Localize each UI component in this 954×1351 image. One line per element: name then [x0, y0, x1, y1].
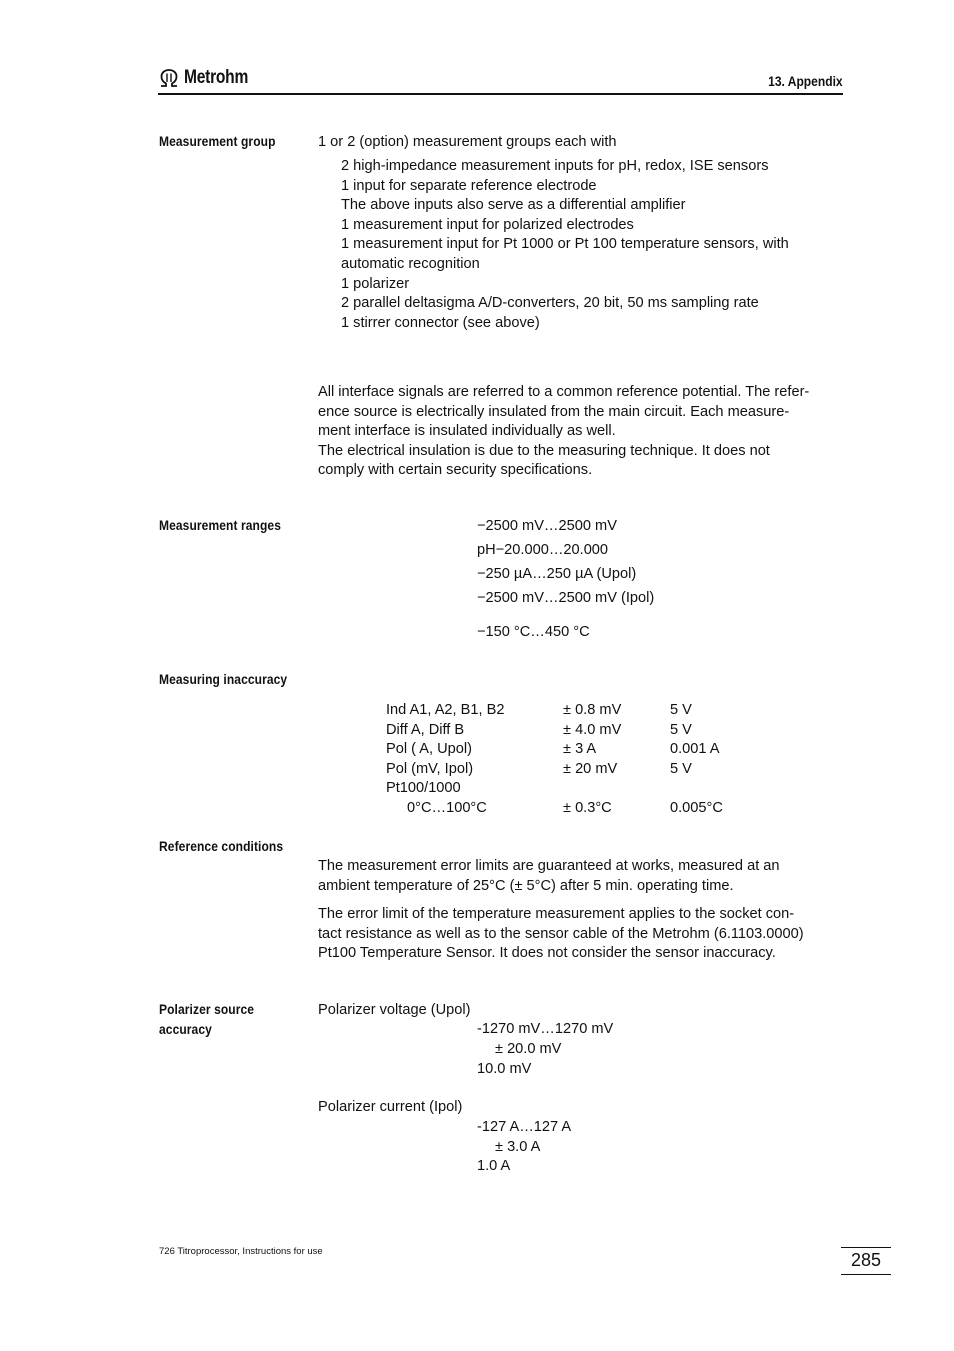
list-item: The above inputs also serve as a differential amplifier — [341, 197, 686, 214]
logo-text: Metrohm — [184, 67, 249, 88]
row-value: ± 3 A — [563, 741, 597, 757]
polarizer-voltage-title: Polarizer voltage (Upol) — [318, 1002, 471, 1018]
paragraph-line: All interface signals are referred to a common reference potential. The refer- — [318, 384, 810, 400]
row-value: ± 0.3°C — [563, 800, 612, 816]
row-value: ± 20 mV — [563, 761, 618, 777]
paragraph-line: tact resistance as well as to the sensor cable of the Metrohm (6.1103.0000) — [318, 925, 804, 942]
list-item: 1 measurement input for Pt 1000 or Pt 100 temperature sensors, with — [341, 236, 789, 253]
reference-paragraph-1 — [318, 857, 780, 896]
label-polarizer-line1: Polarizer source — [159, 1001, 255, 1017]
paragraph-line: ment interface is insulated individually as well. — [318, 423, 616, 440]
polarizer-current-title: Polarizer current (Ipol) — [318, 1099, 463, 1115]
row-resolution: 5 V — [670, 722, 692, 738]
label-measurement-group: Measurement group — [159, 133, 276, 149]
row-name: Pt100/1000 — [386, 780, 461, 796]
list-item: 2 high-impedance measurement inputs for pH, redox, ISE sensors — [341, 158, 769, 174]
paragraph-line: comply with certain security specifications. — [318, 462, 593, 479]
row-value: ± 4.0 mV — [563, 722, 622, 738]
paragraph-line: The error limit of the temperature measurement applies to the socket con- — [318, 906, 795, 922]
list-item: automatic recognition — [341, 255, 480, 272]
paragraph-line: ence source is electrically insulated from the main circuit. Each measure- — [318, 403, 790, 420]
row-resolution: 5 V — [670, 702, 692, 718]
label-measuring-inaccuracy: Measuring inaccuracy — [159, 671, 288, 687]
page-number-rule — [841, 1274, 891, 1275]
range-value: −150 °C…450 °C — [477, 624, 590, 640]
row-value: ± 0.8 mV — [563, 702, 622, 718]
polarizer-voltage-step: 10.0 mV — [477, 1061, 532, 1077]
label-measurement-ranges: Measurement ranges — [159, 517, 281, 533]
section-title: 13. Appendix — [768, 73, 843, 89]
row-resolution: 5 V — [670, 761, 692, 777]
polarizer-current-range: -127 A…127 A — [477, 1119, 572, 1135]
metrohm-logo — [158, 67, 262, 89]
list-item: 1 stirrer connector (see above) — [341, 314, 540, 331]
paragraph-line: The electrical insulation is due to the measuring technique. It does not — [318, 442, 770, 459]
footer-text: 726 Titroprocessor, Instructions for use — [159, 1246, 323, 1257]
list-item: 1 input for separate reference electrode — [341, 177, 597, 194]
polarizer-voltage-range: -1270 mV…1270 mV — [477, 1021, 614, 1037]
polarizer-voltage-accuracy: ± 20.0 mV — [495, 1041, 562, 1057]
row-name: Pol ( A, Upol) — [386, 741, 472, 757]
list-item: 2 parallel deltasigma A/D-converters, 20 bit, 50 ms sampling rate — [341, 295, 759, 312]
measurement-group-intro: 1 or 2 (option) measurement groups each with — [318, 134, 617, 150]
paragraph-line: ambient temperature of 25°C (± 5°C) after 5 min. operating time. — [318, 877, 734, 894]
label-polarizer-line2: accuracy — [159, 1021, 212, 1037]
page-number-rule — [841, 1247, 891, 1248]
range-value: −2500 mV…2500 mV (Ipol) — [477, 590, 655, 606]
label-reference-conditions: Reference conditions — [159, 838, 284, 854]
page-number: 285 — [850, 1250, 882, 1270]
polarizer-current-step: 1.0 A — [477, 1158, 511, 1174]
row-name: Ind A1, A2, B1, B2 — [386, 702, 505, 718]
range-value: −2500 mV…2500 mV — [477, 518, 617, 534]
range-value: pH−20.000…20.000 — [477, 542, 609, 558]
polarizer-current-accuracy: ± 3.0 A — [495, 1139, 541, 1155]
list-item: 1 measurement input for polarized electrodes — [341, 216, 634, 233]
omega-logo-icon — [158, 68, 180, 88]
row-name: Diff A, Diff B — [386, 722, 465, 738]
measurement-group-list — [341, 157, 789, 333]
list-item: 1 polarizer — [341, 275, 410, 292]
row-resolution: 0.005°C — [670, 800, 723, 816]
range-value: −250 µA…250 µA (Upol) — [477, 566, 637, 582]
row-resolution: 0.001 A — [670, 741, 720, 757]
row-name: 0°C…100°C — [407, 800, 487, 816]
header-rule — [158, 93, 843, 95]
paragraph-line: The measurement error limits are guaranteed at works, measured at an — [318, 858, 780, 874]
paragraph-line: Pt100 Temperature Sensor. It does not consider the sensor inaccuracy. — [318, 945, 776, 962]
row-name: Pol (mV, Ipol) — [386, 761, 474, 777]
insulation-paragraph — [318, 383, 809, 481]
reference-paragraph-2 — [318, 905, 804, 964]
